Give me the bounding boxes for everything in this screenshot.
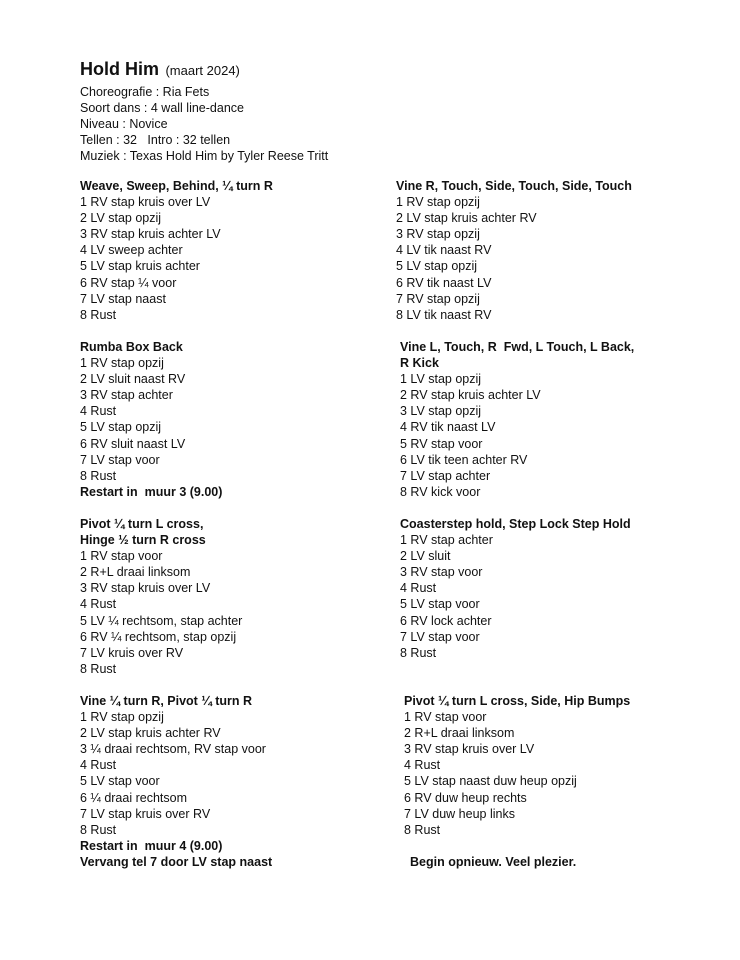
step-line: 5 LV stap naast duw heup opzij bbox=[404, 774, 577, 789]
step-line: 7 LV stap voor bbox=[400, 629, 480, 644]
step-line: 1 RV stap opzij bbox=[396, 195, 480, 210]
step-line: 2 LV sluit naast RV bbox=[80, 372, 186, 387]
step-line: 6 RV sluit naast LV bbox=[80, 436, 186, 451]
section-heading: Pivot ¼ turn L cross, bbox=[80, 517, 204, 531]
step-line: 6 LV tik teen achter RV bbox=[400, 452, 528, 467]
step-line: 6 RV tik naast LV bbox=[396, 275, 492, 290]
step-line: 6 RV duw heup rechts bbox=[404, 790, 527, 805]
step-line: 8 Rust bbox=[80, 661, 117, 676]
step-line: 1 RV stap achter bbox=[400, 533, 493, 548]
section-left-1 bbox=[80, 178, 410, 323]
step-line: 1 LV stap opzij bbox=[400, 372, 482, 387]
step-line: 3 ¼ draai rechtsom, RV stap voor bbox=[80, 742, 266, 757]
step-line: 7 LV stap naast bbox=[80, 291, 166, 306]
step-line: 3 RV stap kruis achter LV bbox=[80, 227, 221, 242]
section-heading: Weave, Sweep, Behind, ¼ turn R bbox=[80, 179, 273, 193]
step-line: 4 LV sweep achter bbox=[80, 243, 183, 258]
step-line: 4 Rust bbox=[80, 597, 117, 612]
step-line: 2 LV stap opzij bbox=[80, 211, 162, 226]
step-line: 7 LV stap kruis over RV bbox=[80, 806, 211, 821]
step-line: 1 RV stap opzij bbox=[80, 356, 164, 371]
restart-note: Restart in muur 3 (9.00) bbox=[80, 484, 223, 499]
step-line: 5 RV stap voor bbox=[400, 436, 483, 451]
section-heading: Coasterstep hold, Step Lock Step Hold bbox=[400, 517, 631, 531]
step-line: 5 LV ¼ rechtsom, stap achter bbox=[80, 613, 243, 628]
step-line: 8 Rust bbox=[80, 822, 117, 837]
step-line: 6 ¼ draai rechtsom bbox=[80, 790, 187, 805]
section-right-3 bbox=[400, 516, 730, 661]
step-line: 6 RV stap ¼ voor bbox=[80, 275, 177, 290]
choreography-info: Choreografie : Ria Fets bbox=[80, 85, 210, 99]
closing-note: Begin opnieuw. Veel plezier. bbox=[410, 854, 577, 869]
step-line: 5 LV stap opzij bbox=[396, 259, 478, 274]
step-line: 6 RV ¼ rechtsom, stap opzij bbox=[80, 629, 237, 644]
step-line: 3 RV stap kruis over LV bbox=[404, 742, 535, 757]
step-line: 7 LV stap achter bbox=[400, 468, 491, 483]
step-line: 8 LV tik naast RV bbox=[396, 307, 492, 322]
step-line: 1 RV stap kruis over LV bbox=[80, 195, 211, 210]
section-heading: Vine ¼ turn R, Pivot ¼ turn R bbox=[80, 694, 253, 708]
section-right-2 bbox=[400, 339, 730, 500]
step-line: 8 RV kick voor bbox=[400, 484, 481, 499]
step-line: 3 RV stap kruis over LV bbox=[80, 581, 211, 596]
music-info: Muziek : Texas Hold Him by Tyler Reese Tritt bbox=[80, 149, 329, 163]
step-line: 5 LV stap kruis achter bbox=[80, 259, 200, 274]
section-right-1 bbox=[396, 178, 726, 323]
section-heading-cont: Hinge ½ turn R cross bbox=[80, 533, 206, 548]
counts-info: Tellen : 32 Intro : 32 tellen bbox=[80, 133, 231, 147]
step-line: 5 LV stap voor bbox=[80, 774, 160, 789]
step-line: 5 LV stap opzij bbox=[80, 420, 162, 435]
step-line: 7 LV kruis over RV bbox=[80, 645, 184, 660]
title-line bbox=[80, 58, 328, 82]
section-left-2 bbox=[80, 339, 410, 500]
step-line: 7 RV stap opzij bbox=[396, 291, 480, 306]
step-line: 4 Rust bbox=[80, 404, 117, 419]
section-heading: Rumba Box Back bbox=[80, 340, 183, 354]
step-line: 3 RV stap voor bbox=[400, 565, 483, 580]
step-line: 7 LV duw heup links bbox=[404, 806, 515, 821]
step-line: 3 RV stap opzij bbox=[396, 227, 480, 242]
section-heading-cont: R Kick bbox=[400, 356, 439, 371]
step-line: 8 Rust bbox=[80, 468, 117, 483]
section-heading: Pivot ¼ turn L cross, Side, Hip Bumps bbox=[404, 694, 631, 708]
step-line: 4 Rust bbox=[80, 758, 117, 773]
replace-note: Vervang tel 7 door LV stap naast bbox=[80, 854, 273, 869]
step-line: 2 R+L draai linksom bbox=[404, 726, 515, 741]
section-heading: Vine L, Touch, R Fwd, L Touch, L Back, bbox=[400, 340, 635, 354]
step-line: 3 RV stap achter bbox=[80, 388, 173, 403]
step-line: 4 RV tik naast LV bbox=[400, 420, 496, 435]
step-line: 4 Rust bbox=[404, 758, 441, 773]
step-line: 5 LV stap voor bbox=[400, 597, 480, 612]
step-line: 1 RV stap opzij bbox=[80, 710, 164, 725]
step-line: 1 RV stap voor bbox=[404, 710, 487, 725]
dance-type-info: Soort dans : 4 wall line-dance bbox=[80, 101, 244, 115]
step-line: 8 Rust bbox=[400, 645, 437, 660]
document-header bbox=[80, 58, 328, 164]
step-line: 2 LV stap kruis achter RV bbox=[396, 211, 537, 226]
step-line: 4 LV tik naast RV bbox=[396, 243, 492, 258]
step-line: 1 RV stap voor bbox=[80, 549, 163, 564]
step-line: 3 LV stap opzij bbox=[400, 404, 482, 419]
step-line: 2 RV stap kruis achter LV bbox=[400, 388, 541, 403]
section-left-4 bbox=[80, 693, 410, 870]
step-line: 4 Rust bbox=[400, 581, 437, 596]
step-line: 2 LV stap kruis achter RV bbox=[80, 726, 221, 741]
section-left-3 bbox=[80, 516, 410, 677]
dance-title: Hold Him bbox=[80, 59, 159, 79]
step-line: 8 Rust bbox=[404, 822, 441, 837]
step-line: 2 LV sluit bbox=[400, 549, 451, 564]
dance-date: (maart 2024) bbox=[165, 63, 240, 78]
step-line: 8 Rust bbox=[80, 307, 117, 322]
step-line: 7 LV stap voor bbox=[80, 452, 160, 467]
section-right-4 bbox=[404, 693, 734, 870]
restart-note: Restart in muur 4 (9.00) bbox=[80, 838, 223, 853]
step-line: 6 RV lock achter bbox=[400, 613, 492, 628]
level-info: Niveau : Novice bbox=[80, 117, 168, 131]
step-line: 2 R+L draai linksom bbox=[80, 565, 191, 580]
section-heading: Vine R, Touch, Side, Touch, Side, Touch bbox=[396, 179, 632, 193]
